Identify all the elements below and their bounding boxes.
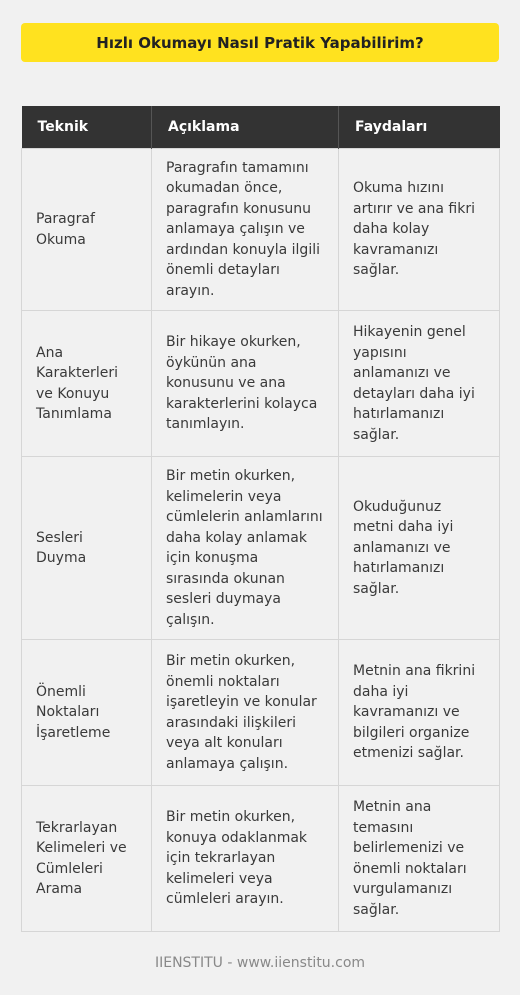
cell-benefits: Okuduğunuz metni daha iyi anlamanızı ve hatırlamanızı sağlar. — [339, 457, 500, 640]
header-description: Açıklama — [152, 106, 339, 149]
cell-benefits: Okuma hızını artırır ve ana fikri daha kolay kavramanızı sağlar. — [339, 149, 500, 311]
techniques-table — [21, 106, 500, 932]
cell-description: Bir metin okurken, önemli noktaları işaretleyin ve konular arasındaki ilişkileri veya alt konuları anlamaya çalışın. — [152, 640, 339, 786]
cell-description: Bir hikaye okurken, öykünün ana konusunu ve ana karakterlerini kolayca tanımlayın. — [152, 311, 339, 457]
cell-benefits: Metnin ana fikrini daha iyi kavramanızı ve bilgileri organize etmenizi sağlar. — [339, 640, 500, 786]
cell-technique: Paragraf Okuma — [22, 149, 152, 311]
cell-description: Bir metin okurken, konuya odaklanmak için tekrarlayan kelimeleri veya cümleleri arayın. — [152, 786, 339, 932]
header-benefits: Faydaları — [339, 106, 500, 149]
cell-technique: Sesleri Duyma — [22, 457, 152, 640]
header-technique: Teknik — [22, 106, 152, 149]
cell-technique: Tekrarlayan Kelimeleri ve Cümleleri Arama — [22, 786, 152, 932]
page-title: Hızlı Okumayı Nasıl Pratik Yapabilirim? — [21, 23, 499, 62]
cell-description: Paragrafın tamamını okumadan önce, paragrafın konusunu anlamaya çalışın ve ardından konuyla ilgili önemli detayları arayın. — [152, 149, 339, 311]
table-row — [22, 149, 500, 311]
table-row — [22, 786, 500, 932]
cell-benefits: Hikayenin genel yapısını anlamanızı ve detayları daha iyi hatırlamanızı sağlar. — [339, 311, 500, 457]
cell-technique: Ana Karakterleri ve Konuyu Tanımlama — [22, 311, 152, 457]
table-row — [22, 640, 500, 786]
table-header-row — [22, 106, 500, 149]
footer-credit: IIENSTITU - www.iienstitu.com — [154, 955, 366, 971]
table-row — [22, 311, 500, 457]
cell-benefits: Metnin ana temasını belirlemenizi ve önemli noktaları vurgulamanızı sağlar. — [339, 786, 500, 932]
table-row — [22, 457, 500, 640]
cell-technique: Önemli Noktaları İşaretleme — [22, 640, 152, 786]
cell-description: Bir metin okurken, kelimelerin veya cümlelerin anlamlarını daha kolay anlamak için konuşma sırasında okunan sesleri duymaya çalışın. — [152, 457, 339, 640]
